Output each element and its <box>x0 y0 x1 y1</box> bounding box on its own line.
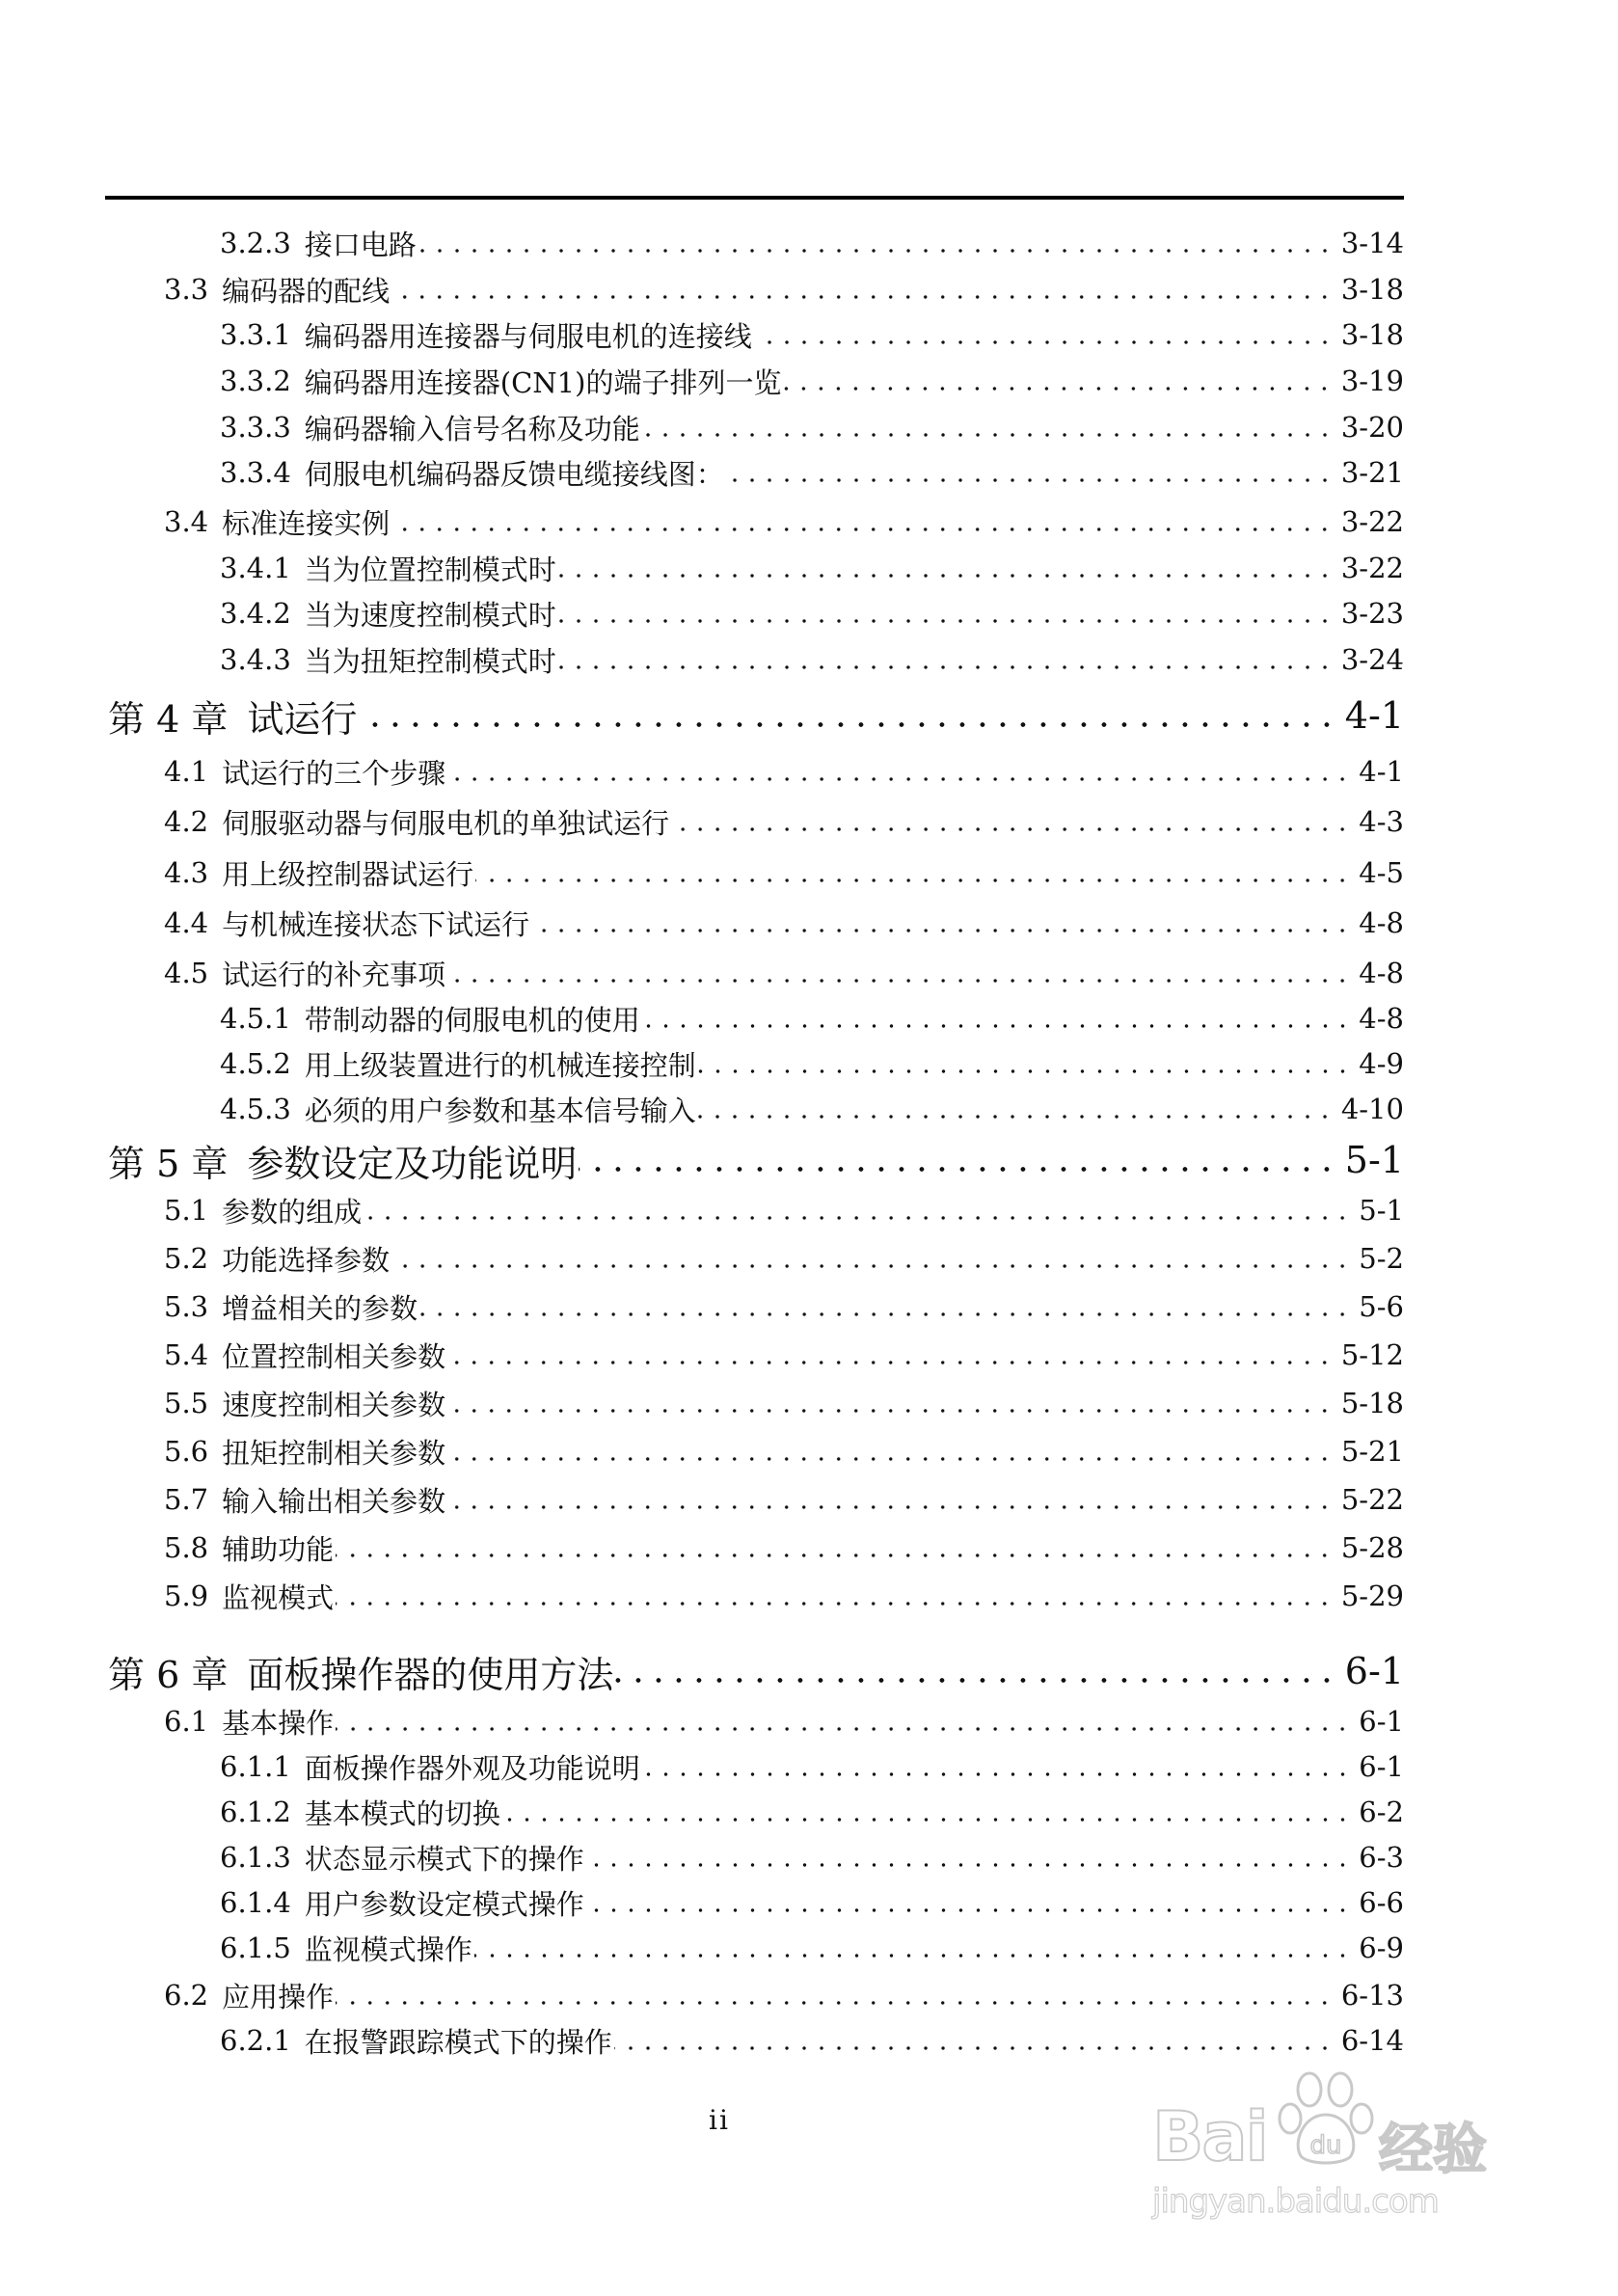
toc-entry-number: 3.3.3 <box>220 411 291 444</box>
dot-leader <box>474 1927 1351 1969</box>
toc-entry-page: 5-28 <box>1340 1531 1404 1564</box>
toc-entry-page: 6-6 <box>1359 1886 1404 1919</box>
toc-entry-title: 扭矩控制相关参数 <box>222 1436 446 1470</box>
dot-leader <box>447 1478 1334 1521</box>
toc-entry-5-5[interactable] <box>164 1382 1404 1424</box>
dot-leader <box>447 1382 1334 1424</box>
toc-entry-page: 5-2 <box>1359 1242 1404 1275</box>
toc-entry-page: 5-22 <box>1340 1483 1404 1516</box>
dot-leader <box>698 1042 1351 1085</box>
toc-entry-title: 与机械连接状态下试运行 <box>222 907 530 941</box>
toc-entry-page: 6-13 <box>1340 1979 1404 2012</box>
dot-leader <box>447 750 1351 793</box>
toc-entry-6-2[interactable] <box>164 1974 1404 2016</box>
toc-entry-number: 4.2 <box>164 805 209 838</box>
toc-entry-number: 4.3 <box>164 856 209 889</box>
toc-entry-page: 6-2 <box>1359 1796 1404 1828</box>
toc-chapter-title: 试运行 <box>247 697 358 741</box>
toc-entry-page: 3-22 <box>1340 552 1404 584</box>
toc-entry-page: 4-10 <box>1340 1093 1404 1125</box>
toc-entry-number: 4.5.1 <box>220 1002 291 1035</box>
toc-chapter-page: 6-1 <box>1344 1650 1404 1692</box>
toc-chapter-title: 参数设定及功能说明 <box>247 1142 578 1185</box>
toc-entry-title: 功能选择参数 <box>222 1243 391 1277</box>
toc-entry-page: 5-6 <box>1359 1290 1404 1323</box>
dot-leader <box>447 1430 1334 1472</box>
toc-entry-number: 5.3 <box>164 1290 209 1323</box>
toc-entry-number: 6.1 <box>164 1705 209 1738</box>
dot-leader <box>698 1088 1334 1130</box>
toc-entry-page: 6-1 <box>1359 1750 1404 1783</box>
toc-entry-number: 5.8 <box>164 1531 209 1564</box>
footer-page-number: ii <box>709 2104 730 2136</box>
toc-entry-title: 当为位置控制模式时 <box>304 553 556 586</box>
toc-entry-3-3-3[interactable] <box>220 406 1404 448</box>
toc-entry-title: 标准连接实例 <box>222 506 391 540</box>
toc-entry-number: 6.1.1 <box>220 1750 291 1783</box>
toc-entry-5-8[interactable] <box>164 1526 1404 1569</box>
toc-entry-page: 6-1 <box>1359 1705 1404 1738</box>
toc-entry-number: 5.4 <box>164 1338 209 1371</box>
svg-text:du: du <box>1309 2131 1342 2160</box>
toc-entry-5-9[interactable] <box>164 1575 1404 1617</box>
toc-entry-page: 5-18 <box>1340 1387 1404 1419</box>
dot-leader <box>359 689 1336 742</box>
toc-entry-3-3-2[interactable] <box>220 360 1404 402</box>
toc-entry-page: 3-18 <box>1340 318 1404 351</box>
toc-entry-title: 状态显示模式下的操作 <box>304 1842 584 1876</box>
toc-entry-page: 4-8 <box>1359 957 1404 989</box>
toc-entry-3-3-4[interactable] <box>220 451 1404 494</box>
dot-leader <box>447 1334 1334 1376</box>
toc-entry-page: 4-3 <box>1359 805 1404 838</box>
dot-leader <box>336 1700 1351 1742</box>
toc-entry-number: 4.5.2 <box>220 1047 291 1080</box>
toc-entry-title: 在报警跟踪模式下的操作 <box>304 2025 612 2059</box>
toc-entry-page: 3-24 <box>1340 643 1404 676</box>
toc-chapter-6[interactable] <box>108 1645 1404 1697</box>
toc-entry-3-3[interactable] <box>164 268 1404 311</box>
toc-entry-4-5-3[interactable] <box>220 1088 1404 1130</box>
toc-entry-title: 面板操作器外观及功能说明 <box>304 1751 640 1785</box>
dot-leader <box>614 2019 1334 2062</box>
toc-entry-number: 6.1.2 <box>220 1796 291 1828</box>
toc-entry-title: 编码器用连接器与伺服电机的连接线 <box>304 319 752 353</box>
toc-entry-number: 3.4.2 <box>220 597 291 630</box>
toc-entry-title: 应用操作 <box>222 1980 335 2013</box>
toc-entry-5-2[interactable] <box>164 1237 1404 1280</box>
toc-entry-page: 3-21 <box>1340 456 1404 489</box>
toc-entry-title: 接口电路 <box>304 228 417 261</box>
toc-entry-4-3[interactable] <box>164 851 1404 894</box>
toc-entry-title: 伺服电机编码器反馈电缆接线图： <box>304 457 724 491</box>
toc-entry-page: 4-8 <box>1359 906 1404 939</box>
toc-entry-title: 用户参数设定模式操作 <box>304 1887 584 1921</box>
toc-chapter-page: 5-1 <box>1344 1139 1404 1181</box>
dot-leader <box>391 268 1334 311</box>
toc-chapter-number: 第 5 章 <box>108 1142 229 1185</box>
dot-leader <box>391 1237 1351 1280</box>
toc-entry-page: 3-19 <box>1340 365 1404 397</box>
toc-entry-page: 4-1 <box>1359 755 1404 788</box>
dot-leader <box>531 902 1351 944</box>
toc-entry-title: 监视模式操作 <box>304 1932 472 1966</box>
toc-entry-title: 试运行的三个步骤 <box>222 756 446 790</box>
dot-leader <box>475 851 1351 894</box>
toc-entry-title: 当为扭矩控制模式时 <box>304 644 556 678</box>
toc-entry-page: 4-5 <box>1359 856 1404 889</box>
dot-leader <box>391 500 1334 543</box>
dot-leader <box>418 222 1334 264</box>
toc-chapter-number: 第 4 章 <box>108 697 229 741</box>
header-rule <box>105 196 1404 200</box>
dot-leader <box>558 592 1334 635</box>
toc-entry-3-4-3[interactable] <box>220 638 1404 681</box>
dot-leader <box>783 360 1333 402</box>
toc-entry-5-7[interactable] <box>164 1478 1404 1521</box>
toc-entry-page: 3-18 <box>1340 273 1404 306</box>
toc-entry-title: 增益相关的参数 <box>222 1291 418 1325</box>
paw-logo-icon <box>1273 2068 1379 2165</box>
dot-leader <box>671 800 1351 843</box>
dot-leader <box>336 1974 1334 2016</box>
toc-chapter-number: 第 6 章 <box>108 1653 229 1696</box>
toc-entry-3-4-2[interactable] <box>220 592 1404 635</box>
toc-entry-number: 5.5 <box>164 1387 209 1419</box>
toc-entry-number: 3.4 <box>164 505 209 538</box>
toc-entry-title: 监视模式 <box>222 1580 335 1614</box>
toc-entry-number: 3.3.2 <box>220 365 291 397</box>
toc-entry-title: 试运行的补充事项 <box>222 958 446 991</box>
toc-entry-number: 3.4.1 <box>220 552 291 584</box>
toc-entry-page: 5-12 <box>1340 1338 1404 1371</box>
toc-entry-title: 编码器用连接器(CN1)的端子排列一览 <box>304 365 782 399</box>
toc-entry-6-1-1[interactable] <box>220 1745 1404 1788</box>
toc-entry-page: 5-21 <box>1340 1435 1404 1468</box>
toc-entry-page: 3-20 <box>1340 411 1404 444</box>
toc-entry-5-3[interactable] <box>164 1285 1404 1328</box>
dot-leader <box>419 1285 1351 1328</box>
dot-leader <box>586 1836 1351 1878</box>
dot-leader <box>336 1526 1334 1569</box>
toc-entry-number: 3.3.4 <box>220 456 291 489</box>
dot-leader <box>642 997 1351 1040</box>
toc-entry-4-1[interactable] <box>164 750 1404 793</box>
toc-entry-number: 4.5.3 <box>220 1093 291 1125</box>
toc-entry-title: 输入输出相关参数 <box>222 1484 446 1518</box>
watermark-brand-cn: 经验 <box>1379 2119 1487 2181</box>
toc-entry-title: 伺服驱动器与伺服电机的单独试运行 <box>222 806 670 840</box>
toc-entry-title: 编码器输入信号名称及功能 <box>304 412 640 446</box>
toc-entry-4-5[interactable] <box>164 952 1404 994</box>
toc-entry-4-4[interactable] <box>164 902 1404 944</box>
toc-entry-6-1-4[interactable] <box>220 1881 1404 1924</box>
toc-entry-6-1-3[interactable] <box>220 1836 1404 1878</box>
dot-leader <box>364 1189 1351 1231</box>
toc-entry-5-1[interactable] <box>164 1189 1404 1231</box>
toc-entry-page: 4-9 <box>1359 1047 1404 1080</box>
toc-entry-number: 3.3 <box>164 273 209 306</box>
toc-entry-6-2-1[interactable] <box>220 2019 1404 2062</box>
toc-entry-page: 3-23 <box>1340 597 1404 630</box>
toc-entry-page: 4-8 <box>1359 1002 1404 1035</box>
toc-entry-title: 当为速度控制模式时 <box>304 598 556 632</box>
toc-entry-title: 速度控制相关参数 <box>222 1388 446 1421</box>
toc-entry-6-1[interactable] <box>164 1700 1404 1742</box>
toc-entry-title: 辅助功能 <box>222 1532 335 1566</box>
toc-entry-page: 5-1 <box>1359 1194 1404 1227</box>
toc-chapter-5[interactable] <box>108 1134 1404 1186</box>
toc-chapter-4[interactable] <box>108 689 1404 742</box>
toc-entry-number: 6.1.5 <box>220 1931 291 1964</box>
toc-entry-page: 6-3 <box>1359 1841 1404 1874</box>
toc-entry-number: 4.4 <box>164 906 209 939</box>
toc-chapter-page: 4-1 <box>1344 694 1404 737</box>
toc-entry-number: 6.1.4 <box>220 1886 291 1919</box>
toc-entry-title: 用上级装置进行的机械连接控制 <box>304 1048 696 1082</box>
toc-entry-title: 基本操作 <box>222 1706 335 1740</box>
toc-entry-page: 3-14 <box>1340 227 1404 259</box>
toc-entry-3-4-1[interactable] <box>220 547 1404 589</box>
toc-entry-title: 带制动器的伺服电机的使用 <box>304 1003 640 1037</box>
toc-entry-title: 用上级控制器试运行 <box>222 857 474 891</box>
toc-entry-page: 6-14 <box>1340 2024 1404 2057</box>
toc-entry-title: 参数的组成 <box>222 1195 363 1229</box>
toc-entry-number: 5.7 <box>164 1483 209 1516</box>
toc-entry-number: 6.1.3 <box>220 1841 291 1874</box>
baidu-jingyan-watermark <box>1147 2068 1514 2237</box>
dot-leader <box>642 406 1334 448</box>
watermark-brand: Bai <box>1152 2097 1267 2176</box>
dot-leader <box>558 638 1334 681</box>
toc-entry-number: 3.4.3 <box>220 643 291 676</box>
toc-entry-5-4[interactable] <box>164 1334 1404 1376</box>
toc-entry-3-2-3[interactable] <box>220 222 1404 264</box>
toc-entry-page: 3-22 <box>1340 505 1404 538</box>
toc-entry-title: 必须的用户参数和基本信号输入 <box>304 1094 696 1127</box>
dot-leader <box>586 1881 1351 1924</box>
dot-leader <box>642 1745 1351 1788</box>
dot-leader <box>579 1134 1336 1186</box>
toc-entry-6-1-2[interactable] <box>220 1791 1404 1833</box>
dot-leader <box>336 1575 1334 1617</box>
dot-leader <box>754 313 1334 356</box>
toc-entry-4-5-2[interactable] <box>220 1042 1404 1085</box>
toc-chapter-title: 面板操作器的使用方法 <box>247 1653 614 1696</box>
dot-leader <box>558 547 1334 589</box>
toc-entry-number: 5.2 <box>164 1242 209 1275</box>
dot-leader <box>447 952 1351 994</box>
toc-entry-number: 3.3.1 <box>220 318 291 351</box>
toc-entry-number: 5.9 <box>164 1580 209 1612</box>
dot-leader <box>726 451 1334 494</box>
toc-entry-title: 编码器的配线 <box>222 274 391 308</box>
toc-entry-4-5-1[interactable] <box>220 997 1404 1040</box>
toc-entry-page: 5-29 <box>1340 1580 1404 1612</box>
toc-entry-number: 4.5 <box>164 957 209 989</box>
dot-leader <box>502 1791 1351 1833</box>
toc-entry-number: 4.1 <box>164 755 209 788</box>
toc-entry-number: 6.2 <box>164 1979 209 2012</box>
dot-leader <box>615 1645 1336 1697</box>
toc-entry-number: 6.2.1 <box>220 2024 291 2057</box>
toc-entry-page: 6-9 <box>1359 1931 1404 1964</box>
toc-entry-3-4[interactable] <box>164 500 1404 543</box>
toc-entry-3-3-1[interactable] <box>220 313 1404 356</box>
toc-entry-title: 基本模式的切换 <box>304 1796 500 1830</box>
toc-entry-4-2[interactable] <box>164 800 1404 843</box>
toc-entry-number: 5.1 <box>164 1194 209 1227</box>
toc-entry-6-1-5[interactable] <box>220 1927 1404 1969</box>
toc-entry-number: 3.2.3 <box>220 227 291 259</box>
watermark-url: jingyan.baidu.com <box>1152 2182 1439 2221</box>
toc-entry-title: 位置控制相关参数 <box>222 1339 446 1373</box>
toc-entry-5-6[interactable] <box>164 1430 1404 1472</box>
toc-entry-number: 5.6 <box>164 1435 209 1468</box>
